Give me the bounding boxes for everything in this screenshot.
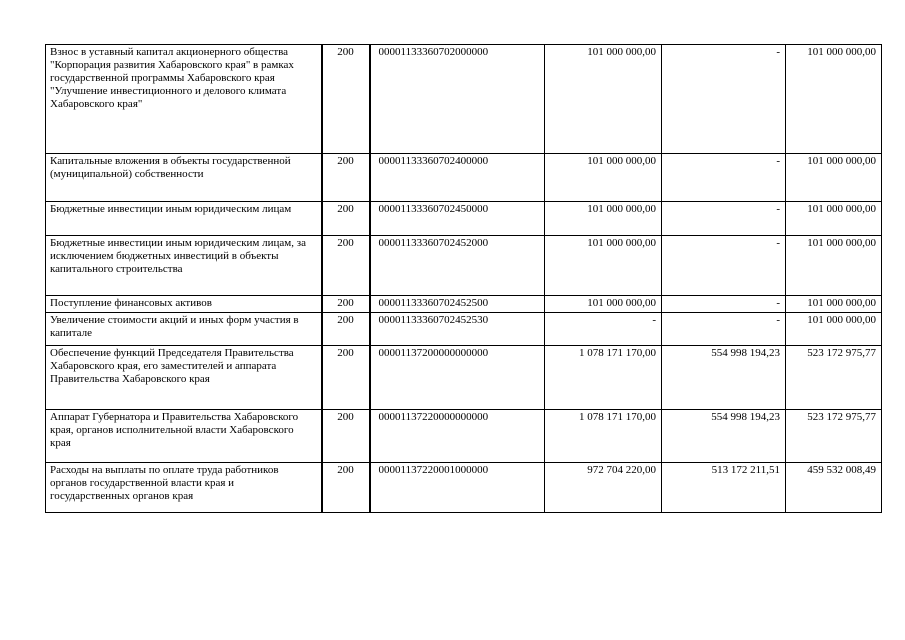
line-code-cell: 200: [322, 236, 370, 296]
line-code-cell: 200: [322, 313, 370, 346]
table-row: [46, 45, 882, 154]
line-code-cell: 200: [322, 346, 370, 410]
table-row: [46, 296, 882, 313]
approved-amount-cell: 101 000 000,00: [545, 45, 662, 154]
table-row: [46, 154, 882, 202]
line-code-cell: 200: [322, 296, 370, 313]
table-row: [46, 313, 882, 346]
classification-code-cell: 00001137220000000000: [370, 410, 545, 463]
executed-amount-cell: -: [662, 313, 786, 346]
executed-amount-cell: -: [662, 202, 786, 236]
classification-code-cell: 00001133360702452500: [370, 296, 545, 313]
approved-amount-cell: 972 704 220,00: [545, 463, 662, 513]
approved-amount-cell: 101 000 000,00: [545, 296, 662, 313]
approved-amount-cell: -: [545, 313, 662, 346]
row-name-cell: Бюджетные инвестиции иным юридическим лицам: [46, 202, 322, 236]
table-row: [46, 346, 882, 410]
row-name-cell: Бюджетные инвестиции иным юридическим лицам, за исключением бюджетных инвестиций в объекты капитального строительства: [46, 236, 322, 296]
approved-amount-cell: 1 078 171 170,00: [545, 410, 662, 463]
approved-amount-cell: 101 000 000,00: [545, 202, 662, 236]
classification-code-cell: 00001133360702000000: [370, 45, 545, 154]
classification-code-cell: 00001133360702400000: [370, 154, 545, 202]
unexecuted-amount-cell: 101 000 000,00: [786, 236, 882, 296]
table-row: [46, 202, 882, 236]
executed-amount-cell: 554 998 194,23: [662, 346, 786, 410]
unexecuted-amount-cell: 523 172 975,77: [786, 410, 882, 463]
executed-amount-cell: 513 172 211,51: [662, 463, 786, 513]
classification-code-cell: 00001133360702450000: [370, 202, 545, 236]
classification-code-cell: 00001133360702452530: [370, 313, 545, 346]
line-code-cell: 200: [322, 410, 370, 463]
budget-execution-table: [45, 44, 882, 513]
executed-amount-cell: 554 998 194,23: [662, 410, 786, 463]
row-name-cell: Расходы на выплаты по оплате труда работников органов государственной власти края и государственных органов края: [46, 463, 322, 513]
line-code-cell: 200: [322, 154, 370, 202]
classification-code-cell: 00001137200000000000: [370, 346, 545, 410]
executed-amount-cell: -: [662, 296, 786, 313]
unexecuted-amount-cell: 101 000 000,00: [786, 296, 882, 313]
row-name-cell: Аппарат Губернатора и Правительства Хабаровского края, органов исполнительной власти Хабаровского края: [46, 410, 322, 463]
row-name-cell: Обеспечение функций Председателя Правительства Хабаровского края, его заместителей и аппарата Правительства Хабаровского края: [46, 346, 322, 410]
row-name-cell: Капитальные вложения в объекты государственной (муниципальной) собственности: [46, 154, 322, 202]
approved-amount-cell: 1 078 171 170,00: [545, 346, 662, 410]
row-name-cell: Увеличение стоимости акций и иных форм участия в капитале: [46, 313, 322, 346]
executed-amount-cell: -: [662, 45, 786, 154]
line-code-cell: 200: [322, 202, 370, 236]
table-row: [46, 463, 882, 513]
classification-code-cell: 00001137220001000000: [370, 463, 545, 513]
table-row: [46, 236, 882, 296]
unexecuted-amount-cell: 523 172 975,77: [786, 346, 882, 410]
row-name-cell: Взнос в уставный капитал акционерного общества "Корпорация развития Хабаровского края" в рамках государственной программы Хабаровского края "Улучшение инвестиционного и делового климата Хабаровского края": [46, 45, 322, 154]
unexecuted-amount-cell: 101 000 000,00: [786, 313, 882, 346]
unexecuted-amount-cell: 101 000 000,00: [786, 154, 882, 202]
unexecuted-amount-cell: 101 000 000,00: [786, 45, 882, 154]
unexecuted-amount-cell: 459 532 008,49: [786, 463, 882, 513]
row-name-cell: Поступление финансовых активов: [46, 296, 322, 313]
approved-amount-cell: 101 000 000,00: [545, 236, 662, 296]
approved-amount-cell: 101 000 000,00: [545, 154, 662, 202]
executed-amount-cell: -: [662, 154, 786, 202]
unexecuted-amount-cell: 101 000 000,00: [786, 202, 882, 236]
table-row: [46, 410, 882, 463]
classification-code-cell: 00001133360702452000: [370, 236, 545, 296]
executed-amount-cell: -: [662, 236, 786, 296]
line-code-cell: 200: [322, 463, 370, 513]
line-code-cell: 200: [322, 45, 370, 154]
